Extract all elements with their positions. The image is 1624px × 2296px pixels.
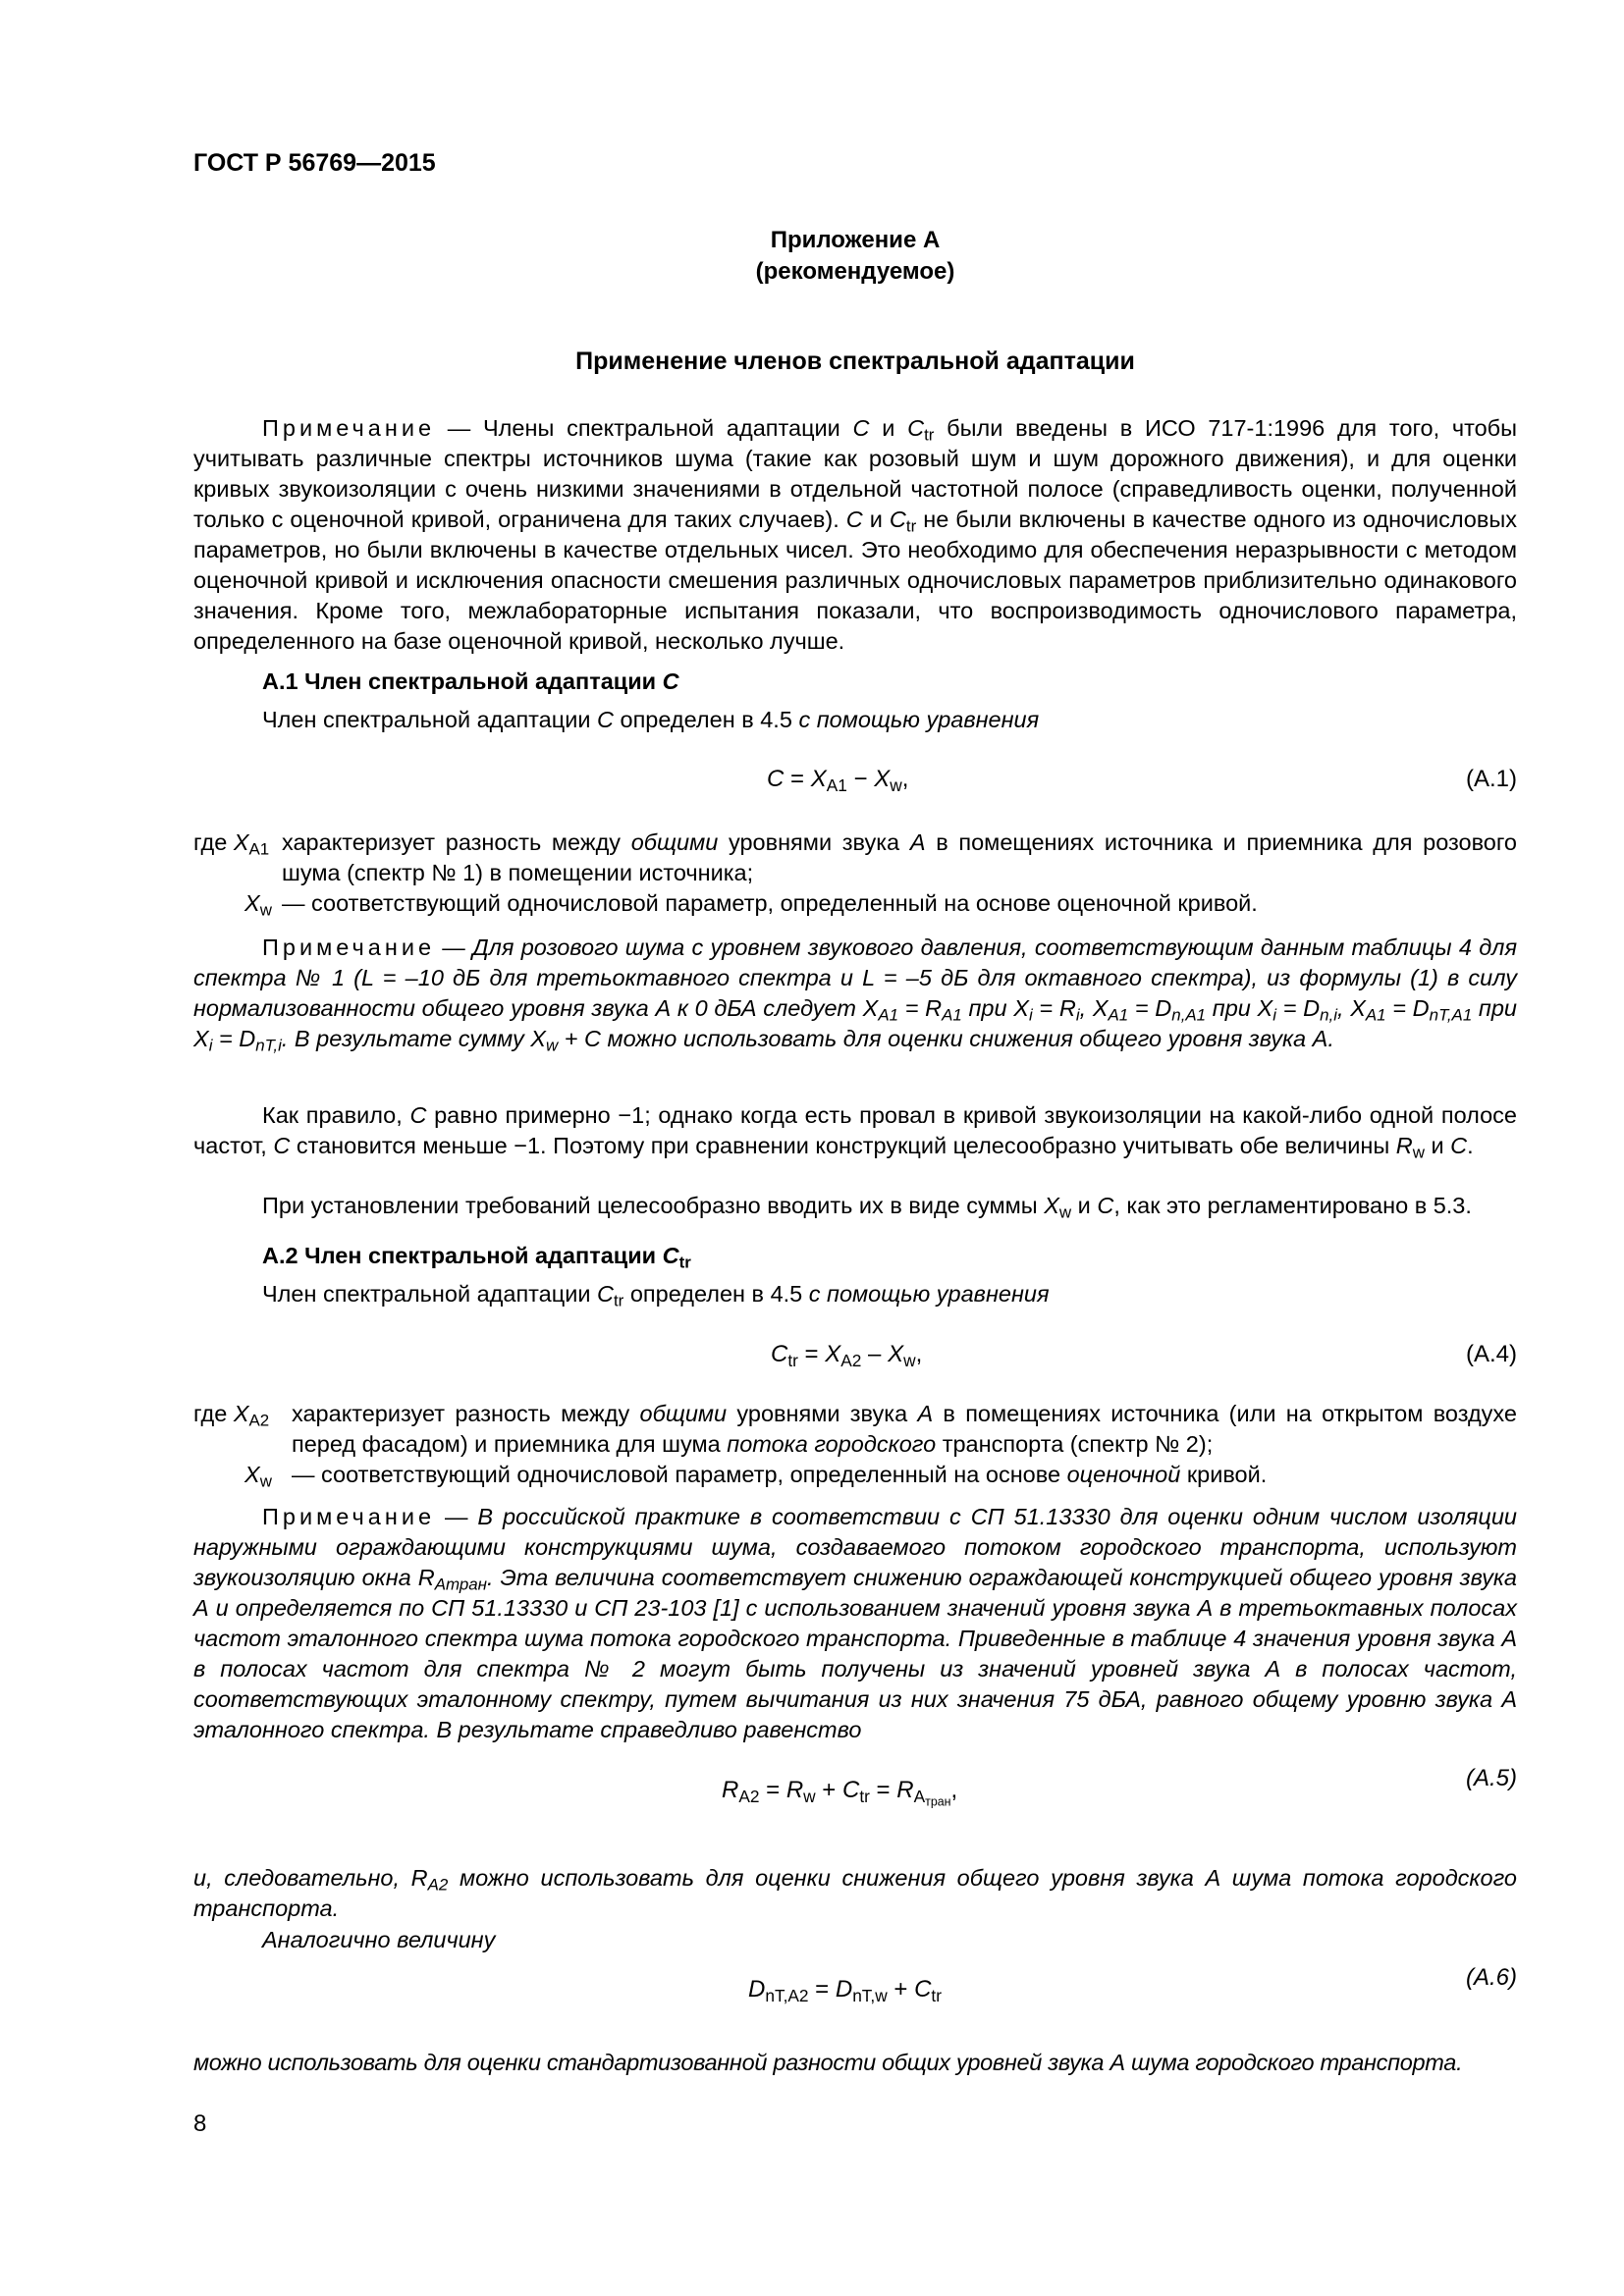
equation-a1 (193, 764, 1517, 797)
a1-where-block: где $X_{A1}$ характеризует разность между общими уровнями звука А в помещениях источника и приемника для розового шума (спектр № 1) в помещении источника; $X_w$ — соответствующий одночисловой параметр, определенный на основе оценочной кривой. (193, 829, 1518, 920)
equation-a1-number: (А.1) (1465, 766, 1517, 792)
equation-a4-number: (А.4) (1465, 1341, 1517, 1367)
a1-paragraph-1: Как правило, C равно примерно −1; однако когда есть провал в кривой звукоизоляции на какой-либо одной полосе частот, C становится меньше −1. Поэтому при сравнении конструкций целесообразно учитывать обе величины $R_w$ и C. (193, 1102, 1517, 1162)
equation-a1-body: $C = X_{A1} - X_w$, (767, 766, 909, 795)
a1-where-xa1: характеризует разность между общими уровнями звука А в помещениях источника и приемника для розового шума (спектр № 1) в помещении источника; (282, 829, 1518, 885)
a2-final: можно использовать для оценки стандартизованной разности общих уровней звука А шума городского транспорта. (193, 2050, 1463, 2075)
a2-where-xa2: характеризует разность между общими уровнями звука А в помещениях источника (или на открытом воздухе перед фасадом) и приемника для шума потока городского транспорта (спектр № 2); (292, 1401, 1517, 1457)
a2-where-xw: — соответствующий одночисловой параметр, определенный на основе оценочной кривой. (292, 1462, 1268, 1487)
a2-note: Примечание — В российской практике в соответствии с СП 51.13330 для оценки одним числом изоляции наружными ограждающими конструкциями шума, создаваемого потоком городского транспорта, используют звукоизоляцию окна $R_{Aтран}$. Эта величина соответствует снижению ограждающей конструкцией общего уровня звука А и определяется по СП 51.13330 и СП 23-103 [1] с использованием значений уровня звука А в третьоктавных полосах частот эталонного спектра шума потока городского транспорта. Приведенные в таблице 4 значения уровня звука А в полосах частот для спектра № 2 могут быть получены из значений уровней звука А в полосах частот, соответствующих эталонному спектру, путем вычитания из них значения 75 дБА, равного общему уровню звука А эталонного спектра. В результате справедливо равенство (193, 1504, 1518, 1742)
a1-where-xw: — соответствующий одночисловой параметр, определенный на основе оценочной кривой. (282, 890, 1258, 916)
equation-a4 (193, 1339, 1517, 1372)
equation-a6 (193, 1964, 1517, 2017)
appendix-subtitle: (рекомендуемое) (755, 258, 955, 285)
section-a1-heading: А.1 Член спектральной адаптации C (262, 668, 679, 694)
a1-paragraph-2: При установлении требований целесообразно вводить их в виде суммы $X_w$ и C, как это регламентировано в 5.3. (262, 1193, 1472, 1222)
note-intro: Примечание — Члены спектральной адаптации C и $C_{tr}$ были введены в ИСО 717-1:1996 для того, чтобы учитывать различные спектры источников шума (такие как розовый шум и шум дорожного движения), и для оценки кривых звукоизоляции с очень низкими значениями в отдельной частотной полосе (справедливость оценки, полученной только с оценочной кривой, ограничена для таких случаев). C и $C_{tr}$ не были включены в качестве одного из одночисловых параметров, но были включены в качестве отдельных чисел. Это необходимо для обеспечения неразрывности с методом оценочной кривой и исключения опасности смешения различных одночисловых параметров приблизительно одинакового значения. Кроме того, межлабораторные испытания показали, что воспроизводимость одночислового параметра, определенного на базе оценочной кривой, несколько лучше. (193, 415, 1518, 654)
equation-a6-number: (А.6) (1465, 1964, 1517, 1991)
appendix-heading: Применение членов спектральной адаптации (575, 347, 1135, 375)
a2-after-a5: и, следовательно, $R_{A2}$ можно использовать для оценки снижения общего уровня звука А шума потока городского транспорта. (193, 1865, 1517, 1921)
equation-a4-body: $C_{tr} = X_{A2} - X_w$, (771, 1341, 923, 1370)
section-a2-intro: Член спектральной адаптации $C_{tr}$ определен в 4.5 с помощью уравнения (262, 1281, 1050, 1310)
equation-a5-body: $R_{A2} = R_w + C_{tr} = R_{A_{тран}}$, (722, 1777, 958, 1809)
standard-header: ГОСТ Р 56769—2015 (193, 149, 436, 177)
equation-a6-body: $D_{nT,A2} = D_{nT,w} + C_{tr}$ (748, 1976, 942, 2005)
note-label: Примечание (262, 415, 436, 441)
equation-a5 (193, 1765, 1517, 1818)
section-a1-intro: Член спектральной адаптации C определен в 4.5 с помощью уравнения (262, 707, 1040, 732)
page-number: 8 (193, 2110, 207, 2137)
a2-similarly: Аналогично величину (262, 1927, 496, 1952)
a1-note: Примечание — Для розового шума с уровнем звукового давления, соответствующим данным таблицы 4 для спектра № 1 (L = –10 дБ для третьоктавного спектра и L = –5 дБ для октавного спектра), из формулы (1) в силу нормализованности общего уровня звука А к 0 дБА следует $X_{A1} = R_{A1}$ при $X_i = R_i$, $X_{A1} = D_{n,A1}$ при $X_i = D_{n,i}$, $X_{A1} = D_{nT,A1}$ при $X_i = D_{nT,i}$. В результате сумму $X_w + C$ можно использовать для оценки снижения общего уровня звука А. (193, 934, 1518, 1055)
appendix-title: Приложение А (770, 227, 941, 253)
section-a2-heading: А.2 Член спектральной адаптации $C_{tr}$ (262, 1243, 691, 1272)
equation-a5-number: (А.5) (1465, 1765, 1517, 1791)
a2-where-block: где $X_{A2}$ характеризует разность между общими уровнями звука А в помещениях источника (или на открытом воздухе перед фасадом) и приемника для шума потока городского транспорта (спектр № 2); $X_w$ — соответствующий одночисловой параметр, определенный на основе оценочной кривой. (193, 1401, 1517, 1491)
